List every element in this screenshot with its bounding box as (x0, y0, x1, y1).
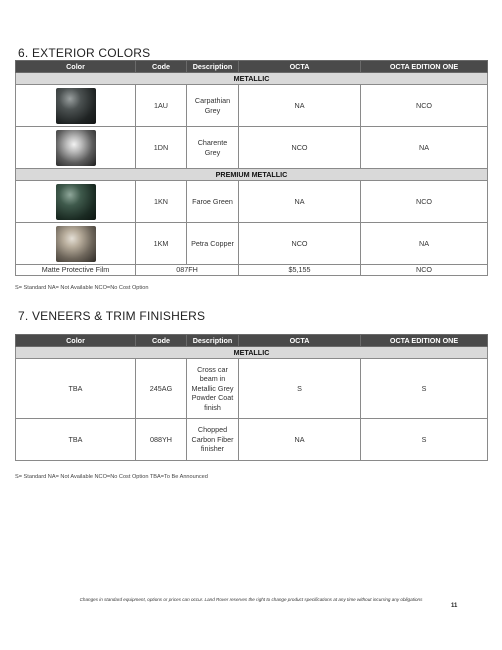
header-code: Code (136, 335, 187, 347)
table-row (16, 127, 488, 169)
header-octa-edition-one: OCTA EDITION ONE (361, 335, 488, 347)
description-cell: Charente Grey (187, 127, 239, 169)
exterior-colors-table (15, 60, 488, 276)
exterior-colors-legend-note: S= Standard NA= Not Available NCO=No Cost Option (15, 285, 149, 291)
description-cell: Cross car beam in Metallic Grey Powder Coat finish (187, 359, 239, 419)
description-cell: Chopped Carbon Fiber finisher (187, 419, 239, 461)
edition-one-cell: NCO (361, 181, 488, 223)
description-cell: Carpathian Grey (187, 85, 239, 127)
header-description: Description (187, 61, 239, 73)
table-row (16, 419, 488, 461)
edition-one-cell: S (361, 419, 488, 461)
group-row-metallic (16, 347, 488, 359)
dark-grey-metallic-swatch (56, 88, 96, 124)
table-header-row (16, 335, 488, 347)
exterior-colors-title: 6. EXTERIOR COLORS (18, 46, 151, 60)
header-code: Code (136, 61, 187, 73)
octa-cell: NA (239, 85, 361, 127)
page-number: 11 (451, 603, 458, 609)
header-description: Description (187, 335, 239, 347)
table-row (16, 359, 488, 419)
octa-cell: NA (239, 181, 361, 223)
dark-green-metallic-swatch (56, 184, 96, 220)
color-swatch-cell (16, 181, 136, 223)
code-cell: 1KN (136, 181, 187, 223)
edition-one-cell: S (361, 359, 488, 419)
code-cell: 1KM (136, 223, 187, 265)
group-row-metallic (16, 73, 488, 85)
color-swatch-cell (16, 127, 136, 169)
veneers-trim-table (15, 334, 488, 461)
code-cell: 1DN (136, 127, 187, 169)
copper-metallic-swatch (56, 226, 96, 262)
description-cell: Faroe Green (187, 181, 239, 223)
film-edition-one-cell: NCO (361, 265, 488, 276)
color-cell: TBA (16, 359, 136, 419)
code-cell: 1AU (136, 85, 187, 127)
film-octa-cell: $5,155 (239, 265, 361, 276)
group-row-premium-metallic (16, 169, 488, 181)
header-color: Color (16, 61, 136, 73)
code-cell: 245AG (136, 359, 187, 419)
film-label-cell: Matte Protective Film (16, 265, 136, 276)
octa-cell: NCO (239, 127, 361, 169)
footer-disclaimer: Changes in standard equipment, options or prices can occur. Land Rover reserves the right to change product specifications at any time without incurring any obligations (79, 597, 423, 602)
table-header-row (16, 61, 488, 73)
silver-metallic-swatch (56, 130, 96, 166)
film-code-cell: 087FH (136, 265, 239, 276)
veneers-legend-note: S= Standard NA= Not Available NCO=No Cost Option TBA=To Be Announced (15, 474, 208, 480)
table-row (16, 85, 488, 127)
table-row (16, 223, 488, 265)
color-swatch-cell (16, 223, 136, 265)
color-swatch-cell (16, 85, 136, 127)
group-label: METALLIC (16, 73, 488, 85)
code-cell: 088YH (136, 419, 187, 461)
group-label: PREMIUM METALLIC (16, 169, 488, 181)
header-octa: OCTA (239, 335, 361, 347)
octa-cell: S (239, 359, 361, 419)
octa-cell: NA (239, 419, 361, 461)
veneers-trim-title: 7. VENEERS & TRIM FINISHERS (18, 309, 206, 323)
color-cell: TBA (16, 419, 136, 461)
edition-one-cell: NCO (361, 85, 488, 127)
table-row (16, 181, 488, 223)
description-cell: Petra Copper (187, 223, 239, 265)
header-octa: OCTA (239, 61, 361, 73)
header-color: Color (16, 335, 136, 347)
group-label: METALLIC (16, 347, 488, 359)
header-octa-edition-one: OCTA EDITION ONE (361, 61, 488, 73)
matte-film-row (16, 265, 488, 276)
octa-cell: NCO (239, 223, 361, 265)
edition-one-cell: NA (361, 223, 488, 265)
edition-one-cell: NA (361, 127, 488, 169)
